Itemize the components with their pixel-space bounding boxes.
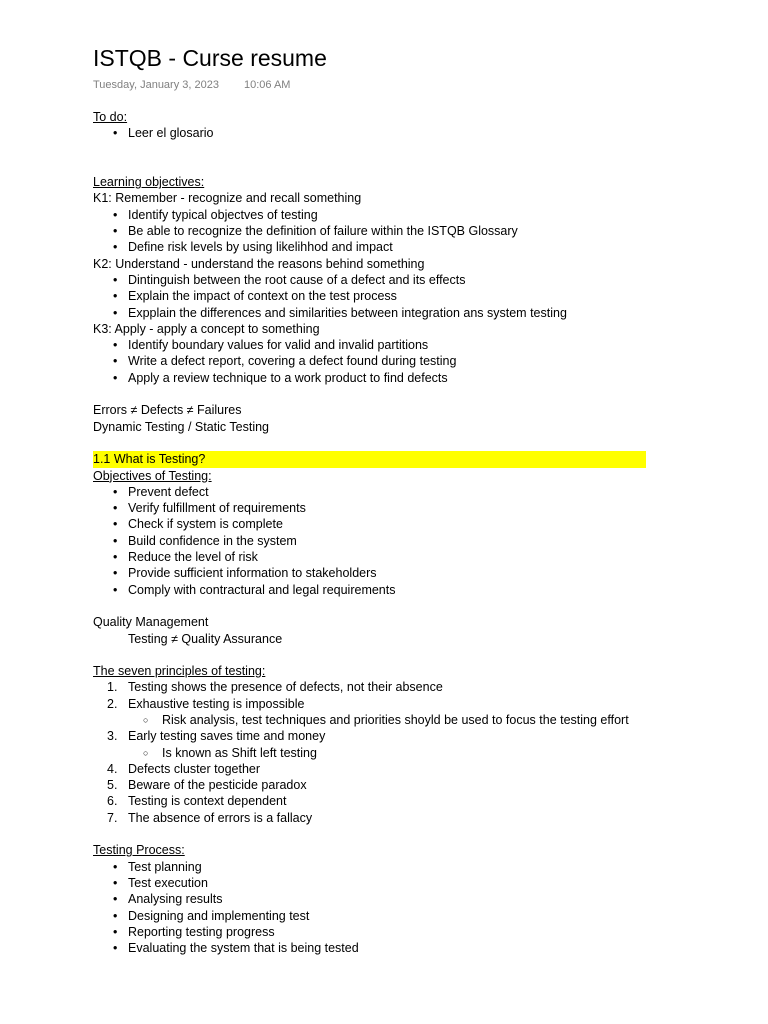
k2-label: K2: Understand - understand the reasons behind something xyxy=(93,256,425,271)
list-number: 1. xyxy=(107,680,118,695)
list-item: • Check if system is complete xyxy=(93,516,693,532)
list-item: • Comply with contractural and legal requirements xyxy=(93,582,693,598)
page-meta xyxy=(93,77,290,93)
errors-note: Errors ≠ Defects ≠ Failures xyxy=(93,403,242,418)
list-item: • Write a defect report, covering a defect found during testing xyxy=(93,353,693,369)
page-time: 10:06 AM xyxy=(243,79,291,91)
quality-management: Quality Management xyxy=(93,615,209,630)
list-item: • Dintinguish between the root cause of a defect and its effects xyxy=(93,272,693,288)
list-item: • Analysing results xyxy=(93,891,693,907)
list-number: 2. xyxy=(107,696,118,711)
list-item: • Define risk levels by using likelihhod and impact xyxy=(93,239,693,255)
principles-heading: The seven principles of testing: xyxy=(93,664,266,679)
todo-list xyxy=(93,125,693,141)
list-item: • Apply a review technique to a work product to find defects xyxy=(93,370,693,386)
list-item: • Designing and implementing test xyxy=(93,908,693,924)
k3-list xyxy=(93,337,693,386)
objectives-list xyxy=(93,484,693,598)
list-text: Testing is context dependent xyxy=(128,794,287,809)
list-text: Exhaustive testing is impossible xyxy=(128,696,305,711)
sub-list-item: ○ Risk analysis, test techniques and priorities shoyld be used to focus the testing effort xyxy=(93,712,693,728)
process-list xyxy=(93,859,693,957)
list-number: 6. xyxy=(107,794,118,809)
list-item: • Identify boundary values for valid and invalid partitions xyxy=(93,337,693,353)
list-item: • Leer el glosario xyxy=(93,125,693,141)
list-item: • Provide sufficient information to stakeholders xyxy=(93,565,693,581)
objectives-heading: Objectives of Testing: xyxy=(93,468,212,483)
list-item xyxy=(93,728,693,744)
list-number: 5. xyxy=(107,778,118,793)
list-number: 3. xyxy=(107,729,118,744)
list-item xyxy=(93,761,693,777)
testing-process-heading: Testing Process: xyxy=(93,843,185,858)
todo-heading: To do: xyxy=(93,110,128,124)
k1-list xyxy=(93,207,693,256)
list-item: • Verify fulfillment of requirements xyxy=(93,500,693,516)
list-item: • Build confidence in the system xyxy=(93,533,693,549)
dynamic-note: Dynamic Testing / Static Testing xyxy=(93,419,270,434)
list-number: 7. xyxy=(107,810,118,825)
list-item: • Test execution xyxy=(93,875,693,891)
list-item: • Prevent defect xyxy=(93,484,693,500)
sub-list-item: ○ Is known as Shift left testing xyxy=(93,745,693,761)
list-item: • Be able to recognize the definition of failure within the ISTQB Glossary xyxy=(93,223,693,239)
list-item: • Evaluating the system that is being tested xyxy=(93,940,693,956)
k2-list xyxy=(93,272,693,321)
list-item: • Expplain the differences and similarities between integration ans system testing xyxy=(93,305,693,321)
k1-label: K1: Remember - recognize and recall something xyxy=(93,191,362,206)
list-item: • Reporting testing progress xyxy=(93,924,693,940)
quality-note: Testing ≠ Quality Assurance xyxy=(128,631,283,646)
list-item: • Identify typical objectves of testing xyxy=(93,207,693,223)
learning-objectives-heading: Learning objectives: xyxy=(93,175,205,190)
list-number: 4. xyxy=(107,761,118,776)
list-text: Testing shows the presence of defects, not their absence xyxy=(128,680,443,695)
list-item: • Explain the impact of context on the test process xyxy=(93,288,693,304)
list-text: The absence of errors is a fallacy xyxy=(128,810,313,825)
list-text: Beware of the pesticide paradox xyxy=(128,778,307,793)
list-text: Defects cluster together xyxy=(128,761,261,776)
list-item: • Reduce the level of risk xyxy=(93,549,693,565)
page-date: Tuesday, January 3, 2023 xyxy=(93,79,219,91)
list-item xyxy=(93,696,693,712)
list-item xyxy=(93,810,693,826)
list-item xyxy=(93,679,693,695)
section-heading-highlighted: 1.1 What is Testing? xyxy=(93,451,646,467)
list-item xyxy=(93,777,693,793)
list-item: • Test planning xyxy=(93,859,693,875)
principles-list xyxy=(93,679,693,826)
list-item xyxy=(93,793,693,809)
page-title[interactable]: ISTQB - Curse resume xyxy=(93,45,327,71)
list-text: Early testing saves time and money xyxy=(128,729,326,744)
note-body[interactable] xyxy=(93,109,693,956)
k3-label: K3: Apply - apply a concept to something xyxy=(93,321,320,336)
